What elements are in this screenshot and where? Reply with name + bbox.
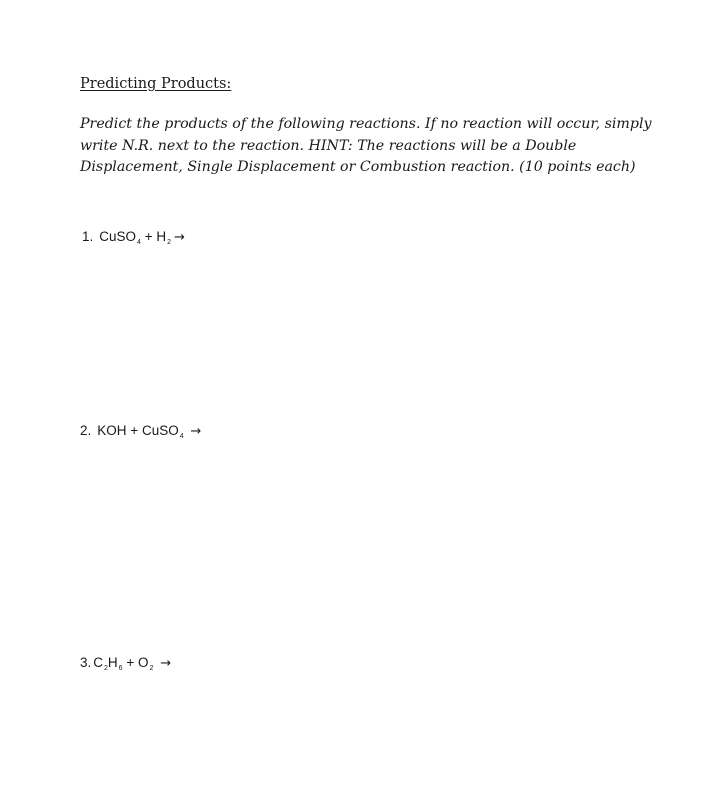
question-2 (80, 423, 201, 439)
instructions-text: Predict the products of the following reactions. If no reaction will occur, simply write N.R. next to the reaction. HINT: The reactions will be a Double Displacement, Single Displacement or Combustion reaction. (10 points each) (80, 116, 652, 175)
question-3 (80, 655, 171, 671)
reactant-2: H (156, 229, 167, 244)
subscript: 6 (118, 665, 123, 672)
subscript: 4 (137, 239, 141, 246)
reactant-1: KOH (97, 423, 127, 438)
reaction-arrow-icon: → (160, 656, 172, 671)
reactant-2: CuSO (141, 423, 179, 438)
reactant-2: O (138, 655, 149, 670)
reactant-1-carbon: C (93, 655, 104, 670)
plus-sign: + (126, 655, 135, 670)
subscript: 2 (104, 665, 108, 672)
plus-sign: + (144, 229, 153, 244)
plus-sign: + (130, 423, 139, 438)
question-number: 1. (82, 229, 94, 244)
question-number: 2. (80, 423, 92, 438)
page-title: Predicting Products: (80, 76, 232, 92)
reactant-1: CuSO (99, 229, 137, 244)
question-number: 3. (80, 655, 92, 670)
subscript: 2 (149, 665, 154, 672)
reaction-arrow-icon: → (190, 424, 202, 439)
reactant-1-hydrogen: H (107, 655, 118, 670)
subscript: 2 (167, 239, 172, 246)
question-1 (82, 229, 185, 245)
reaction-arrow-icon: → (174, 230, 185, 245)
subscript: 4 (179, 433, 184, 440)
